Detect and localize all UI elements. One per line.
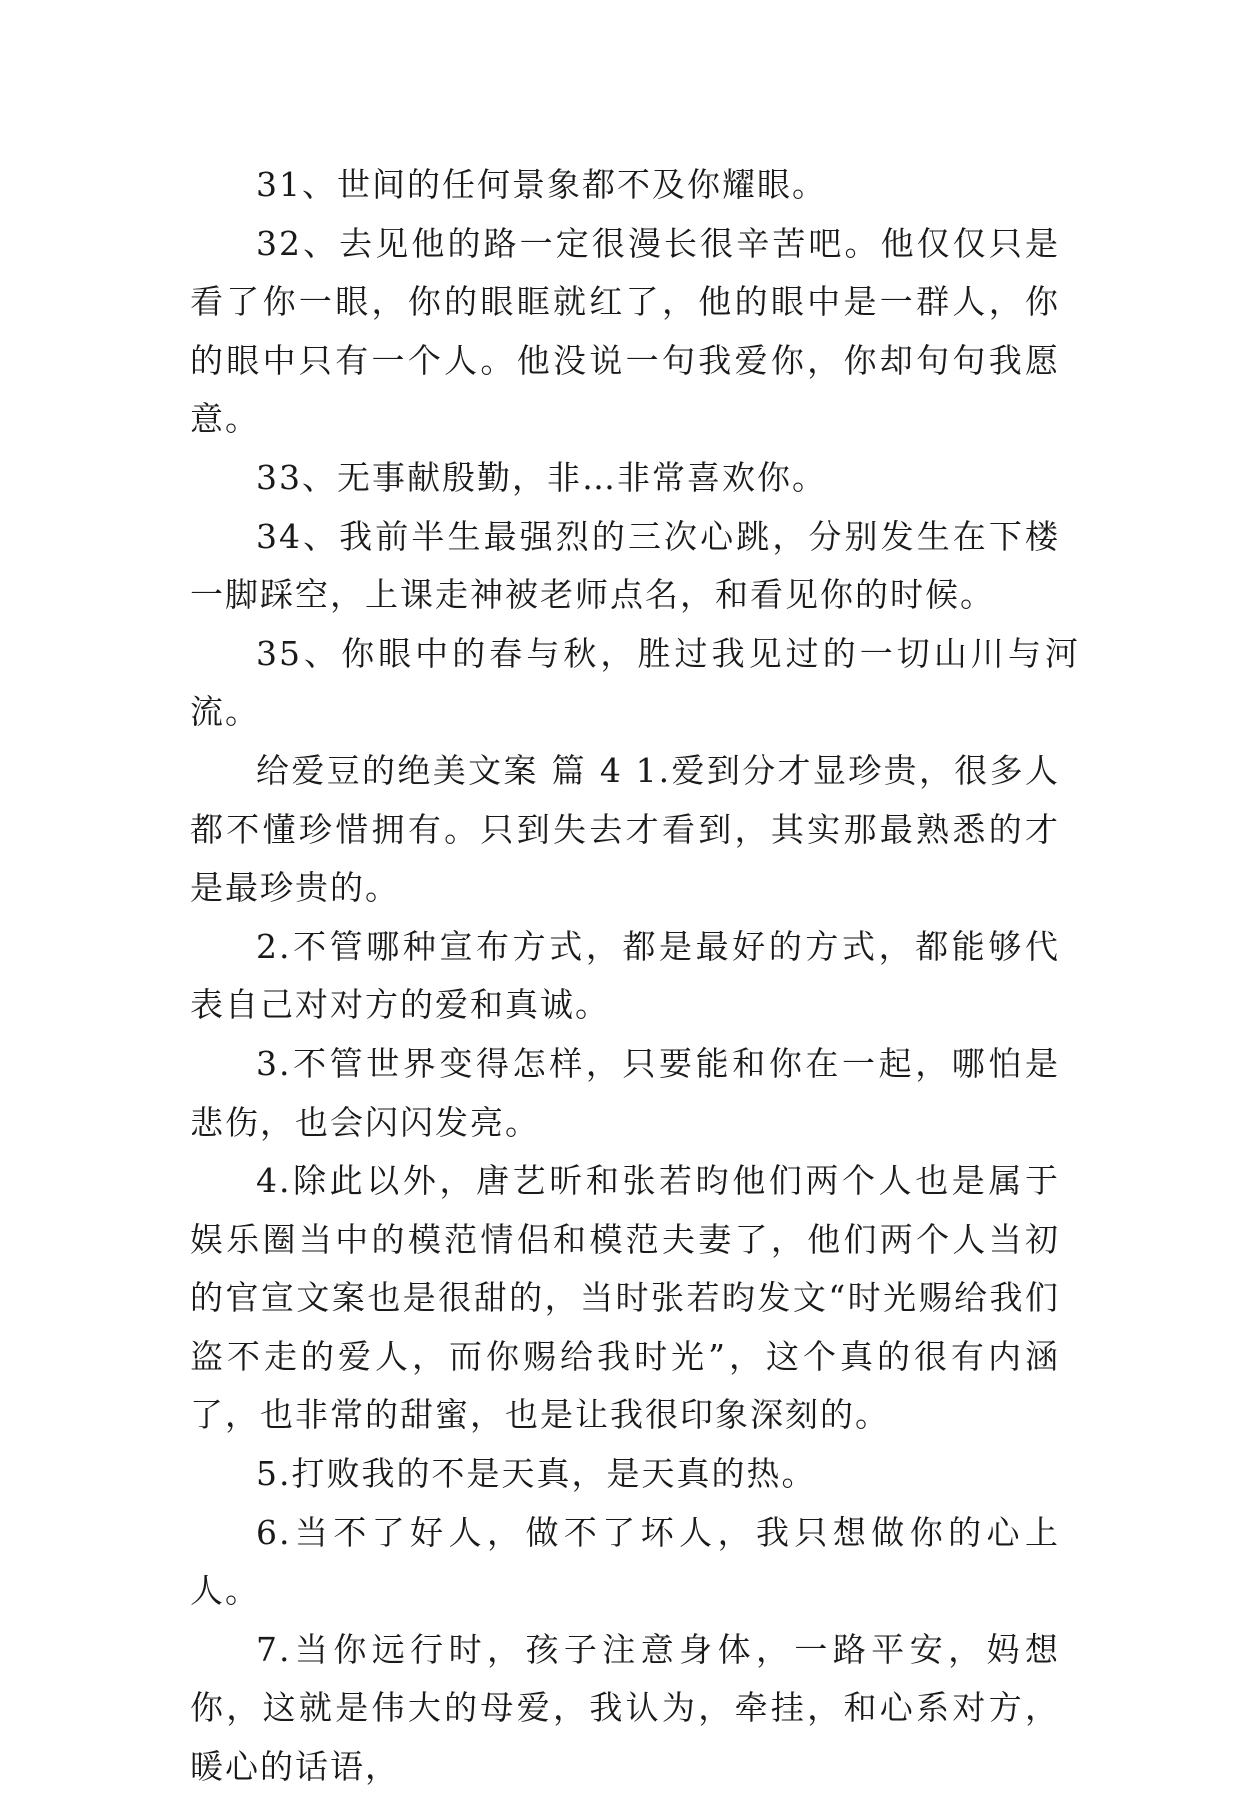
paragraph-31: 31、世间的任何景象都不及你耀眼。 (256, 165, 827, 204)
section-heading-paragraph: 给爱豆的绝美文案 篇 4 1.爱到分才显珍贵，很多人都不懂珍惜拥有。只到失去才看到，其实那最熟悉的才是最珍贵的。 (190, 750, 1060, 908)
paragraph-item-6: 6.当不了好人，做不了坏人，我只想做你的心上人。 (190, 1512, 1060, 1611)
paragraph-35: 35、你眼中的春与秋，胜过我见过的一切山川与河流。 (190, 633, 1080, 732)
document-body (190, 156, 1080, 1797)
paragraph-item-5: 5.打败我的不是天真，是天真的热。 (256, 1454, 817, 1494)
paragraph-item-3: 3.不管世界变得怎样，只要能和你在一起，哪怕是悲伤，也会闪闪发亮。 (190, 1043, 1060, 1142)
paragraph-32: 32、去见他的路一定很漫长很辛苦吧。他仅仅只是看了你一眼，你的眼眶就红了，他的眼中是一群人，你的眼中只有一个人。他没说一句我爱你，你却句句我愿意。 (190, 223, 1060, 439)
paragraph-item-7: 7.当你远行时，孩子注意身体，一路平安，妈想你，这就是伟大的母爱，我认为，牵挂，和心系对方，暖心的话语， (190, 1629, 1060, 1787)
paragraph-33: 33、无事献殷勤，非…非常喜欢你。 (256, 457, 827, 497)
paragraph-34: 34、我前半生最强烈的三次心跳，分别发生在下楼一脚踩空，上课走神被老师点名，和看见你的时候。 (190, 516, 1060, 615)
paragraph-item-4: 4.除此以外，唐艺昕和张若昀他们两个人也是属于娱乐圈当中的模范情侣和模范夫妻了，他们两个人当初的官宣文案也是很甜的，当时张若昀发文“时光赐给我们盗不走的爱人，而你赐给我时光”，这个真的很有内涵了，也非常的甜蜜，也是让我很印象深刻的。 (190, 1161, 1060, 1435)
paragraph-item-2: 2.不管哪种宣布方式，都是最好的方式，都能够代表自己对对方的爱和真诚。 (190, 926, 1060, 1025)
